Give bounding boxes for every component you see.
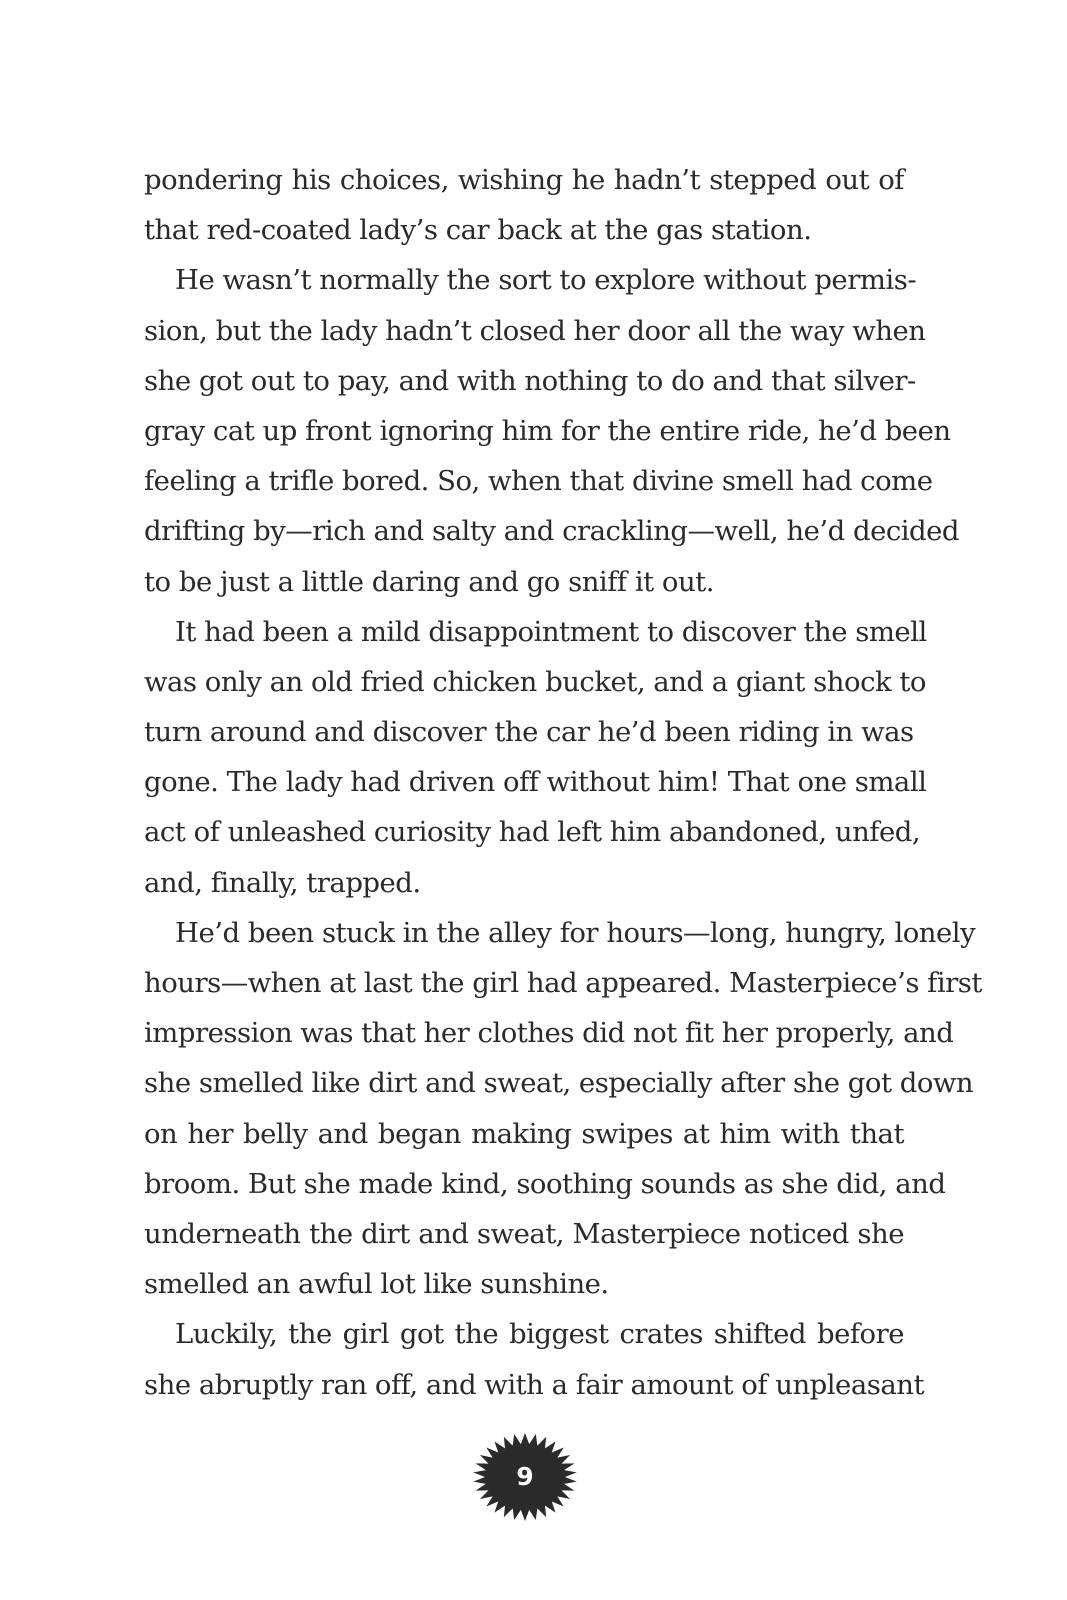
page-number: 9 bbox=[516, 1462, 534, 1491]
text-line: turn around and discover the car he’d been riding in was bbox=[144, 716, 914, 749]
text-line: He wasn’t normally the sort to explore without permis- bbox=[175, 264, 917, 297]
text-line: He’d been stuck in the alley for hours—long, hungry, lonely bbox=[175, 916, 976, 949]
text-line: that red-coated lady’s car back at the gas station. bbox=[144, 214, 812, 247]
text-line: and, finally, trapped. bbox=[144, 866, 421, 899]
text-line: on her belly and began making swipes at him with that bbox=[144, 1117, 904, 1150]
text-line: underneath the dirt and sweat, Masterpiece noticed she bbox=[144, 1217, 904, 1250]
text-line: to be just a little daring and go sniff it out. bbox=[144, 565, 714, 598]
text-line: sion, but the lady hadn’t closed her door all the way when bbox=[144, 314, 926, 347]
text-line: hours—when at last the girl had appeared. Masterpiece’s first bbox=[144, 967, 982, 999]
text-line: act of unleashed curiosity had left him abandoned, unfed, bbox=[144, 816, 921, 849]
text-line: feeling a trifle bored. So, when that divine smell had come bbox=[144, 465, 933, 498]
body-text bbox=[144, 155, 982, 1410]
text-line: impression was that her clothes did not fit her properly, and bbox=[144, 1017, 954, 1050]
text-line: It had been a mild disappointment to discover the smell bbox=[175, 615, 927, 648]
text-line: drifting by—rich and salty and crackling—well, he’d decided bbox=[144, 515, 960, 548]
text-line: she got out to pay, and with nothing to do and that silver- bbox=[144, 364, 916, 397]
text-line: she smelled like dirt and sweat, especially after she got down bbox=[144, 1067, 974, 1100]
text-line: pondering his choices, wishing he hadn’t stepped out of bbox=[144, 164, 904, 196]
text-line: was only an old fried chicken bucket, and a giant shock to bbox=[144, 665, 926, 698]
page-number-badge bbox=[472, 1432, 578, 1522]
text-line: broom. But she made kind, soothing sounds as she did, and bbox=[144, 1167, 946, 1200]
text-line: gray cat up front ignoring him for the entire ride, he’d been bbox=[144, 414, 951, 447]
text-line: gone. The lady had driven off without him! That one small bbox=[144, 766, 927, 799]
text-line: she abruptly ran off, and with a fair amount of unpleasant bbox=[144, 1368, 924, 1401]
text-line: smelled an awful lot like sunshine. bbox=[144, 1268, 609, 1301]
text-line: Luckily, the girl got the biggest crates shifted before bbox=[175, 1318, 904, 1351]
